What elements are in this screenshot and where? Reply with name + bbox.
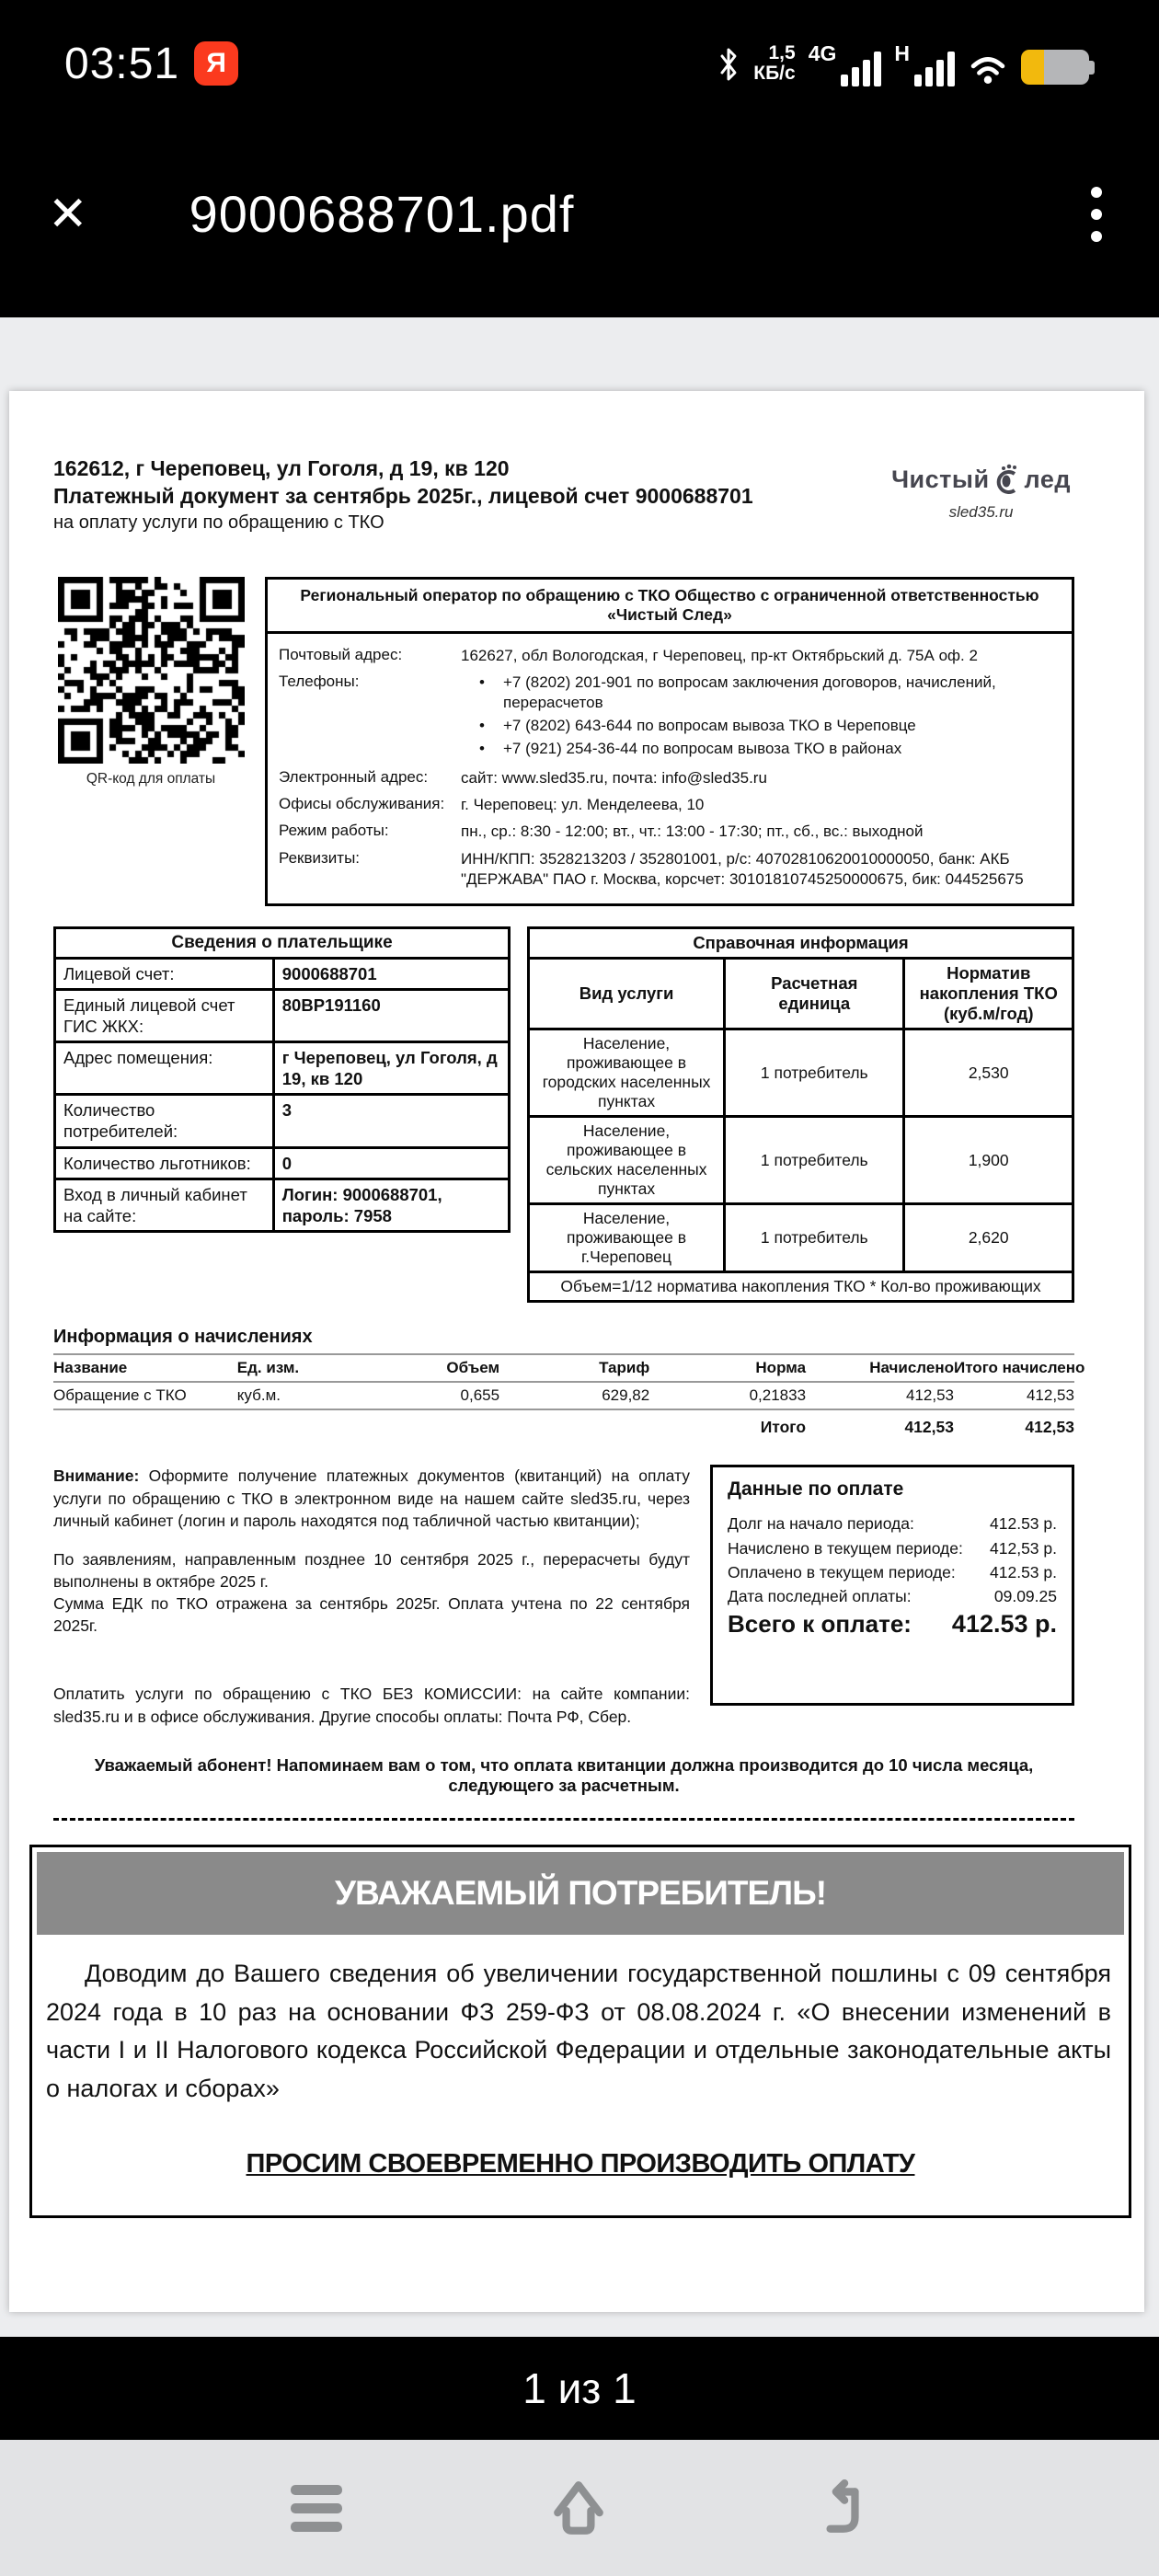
column-header: Ед. изм. [237, 1353, 370, 1383]
table-row [55, 1095, 510, 1147]
total-label: Всего к оплате: [728, 1610, 912, 1639]
wifi-icon [968, 52, 1008, 85]
row-value: 162627, обл Вологодская, г Череповец, пр-кт Октябрьский д. 75А оф. 2 [461, 646, 978, 664]
network-speed-unit: КБ/с [753, 63, 796, 85]
company-logo [891, 461, 1071, 522]
reminder-line: Уважаемый абонент! Напоминаем вам о том, что оплата квитанции должна производится до 10 числа месяца, следующего за расчетным. [94, 1754, 1034, 1795]
row-label: Реквизиты: [279, 848, 361, 867]
cell-value: 3 [273, 1095, 509, 1147]
network-speed-value: 1,5 [768, 42, 796, 64]
operator-row [279, 849, 1062, 890]
qr-block [53, 577, 248, 906]
payment-data-box [710, 1465, 1074, 1706]
row-label: Телефоны: [279, 672, 360, 690]
row-label: Почтовый адрес: [279, 645, 403, 663]
payer-address: 162612, г Череповец, ул Гоголя, д 19, кв 120 [53, 456, 510, 480]
operator-row [279, 795, 1062, 815]
dashed-separator [53, 1818, 1074, 1821]
attention-p4: Оплатить услуги по обращению с ТКО БЕЗ КОМИССИИ: на сайте компании: sled35.ru и в офисе обслуживания. Другие способы оплаты: Почта РФ, Сбер. [53, 1685, 690, 1726]
payment-row [728, 1512, 1057, 1535]
battery-icon [1021, 50, 1089, 86]
attention-p1: Оформите получение платежных документов (квитанций) на оплату услуги по обращению с ТКО в электронном виде на нашем сайте sled35.ru, через личный кабинет (логин и пароль находятся под табличной частью квитанции); [53, 1466, 690, 1530]
table-title: Справочная информация [529, 927, 1073, 958]
document-purpose: на оплату услуги по обращению с ТКО [53, 512, 384, 533]
document-description: Платежный документ за сентябрь 2025г., лицевой счет 9000688701 [53, 483, 753, 508]
table-footer: Объем=1/12 норматива накопления ТКО * Кол-во проживающих [529, 1272, 1073, 1302]
column-header: Начислено [806, 1353, 954, 1383]
cell: 1 потребитель [725, 1029, 904, 1117]
logo-site: sled35.ru [948, 503, 1014, 521]
attention-block [53, 1465, 690, 1727]
row-value: 412,53 р. [990, 1538, 1057, 1558]
row-value [461, 673, 1062, 762]
footprint-icon [991, 461, 1024, 498]
total-label: Итого [760, 1418, 807, 1437]
table-row [55, 989, 510, 1041]
page-indicator-bar [0, 2337, 1159, 2440]
payment-title: Данные по оплате [728, 1478, 904, 1501]
table-row [529, 1117, 1073, 1204]
notice-body: Доводим до Вашего сведения об увеличении государственной пошлины с 09 сентября 2024 года в 10 раз на основании ФЗ 259-ФЗ от 08.08.2024 г. «О внесении изменений в части I и II Налогового кодекса Российской Федерации и отдельные законодательные акты о налогах и сборах» [46, 1959, 1111, 2103]
network-type-label: H [894, 40, 910, 65]
operator-section [53, 577, 1074, 906]
phone-line: +7 (8202) 201-901 по вопросам заключения договоров, начислений, перерасчетов [503, 673, 996, 711]
table-row [55, 1042, 510, 1095]
bullet-icon: • [479, 717, 485, 735]
cell: 412,53 [954, 1383, 1074, 1410]
cell: 1 потребитель [725, 1117, 904, 1204]
consumer-notice-box [29, 1845, 1131, 2218]
table-header-row [529, 958, 1073, 1029]
column-header: Вид услуги [529, 958, 725, 1029]
payer-table [53, 926, 511, 1233]
info-section [53, 1465, 1074, 1727]
cell: 0,21833 [649, 1383, 806, 1410]
cell-value: 9000688701 [273, 958, 509, 989]
accruals-total-row [53, 1414, 1074, 1441]
total-value: 412,53 [1025, 1418, 1074, 1437]
title-bar [0, 110, 1159, 317]
cell-label: Адрес помещения: [55, 1042, 274, 1095]
network-speed [753, 43, 795, 84]
operator-row [279, 822, 1062, 842]
cell-value: 80ВР191160 [273, 989, 509, 1041]
table-row [55, 1179, 510, 1231]
cell: 1 потребитель [725, 1204, 904, 1272]
payment-row [728, 1584, 1057, 1608]
menu-dot-icon [1091, 187, 1102, 198]
attention-lead: Внимание: [53, 1466, 140, 1486]
logo-text-right: лед [1024, 465, 1071, 493]
android-navigation-bar [0, 2440, 1159, 2576]
table-row [55, 958, 510, 989]
document-title: 9000688701.pdf [189, 185, 575, 243]
bluetooth-icon [717, 44, 740, 85]
back-icon [813, 2479, 870, 2536]
signal-h [894, 41, 955, 86]
status-left [64, 39, 238, 89]
signal-bars-icon [841, 52, 881, 86]
overflow-menu-button[interactable] [1082, 178, 1111, 251]
reference-table [527, 926, 1074, 1304]
attention-p3: Сумма ЕДК по ТКО отражена за сентябрь 2025г. Оплата учтена по 22 сентября 2025г. [53, 1594, 690, 1636]
cell-label: Лицевой счет: [55, 958, 274, 989]
phone-line: +7 (921) 254-36-44 по вопросам вывоза ТКО в районах [503, 740, 902, 758]
row-value: ИНН/КПП: 3528213203 / 352801001, р/с: 40702810620010000050, банк: АКБ "ДЕРЖАВА" ПАО г. Москва, корсчет: 30101810745250000675, бик: 044525675 [461, 849, 1024, 888]
cell: Население, проживающее в городских населенных пунктах [529, 1029, 725, 1117]
bullet-icon: • [479, 740, 485, 758]
payment-row [728, 1560, 1057, 1584]
clock: 03:51 [64, 39, 180, 88]
recents-menu-button[interactable] [289, 2479, 344, 2536]
payment-total-row [728, 1610, 1057, 1639]
row-label: Электронный адрес: [279, 768, 429, 787]
row-label: Оплачено в текущем периоде: [728, 1562, 956, 1581]
header-text [53, 455, 753, 535]
cell-label: Количество потребителей: [55, 1095, 274, 1147]
table-row [55, 1147, 510, 1179]
row-value: пн., ср.: 8:30 - 12:00; вт., чт.: 13:00 - 17:30; пт., сб., вс.: выходной [461, 822, 924, 841]
operator-title: Региональный оператор по обращению с ТКО Общество с ограниченной ответственностью «Чистый След» [268, 580, 1072, 634]
qr-code [58, 577, 245, 764]
row-value: 09.09.25 [993, 1587, 1057, 1606]
total-accrued: 412,53 [904, 1418, 954, 1437]
row-value: сайт: www.sled35.ru, почта: info@sled35.ru [461, 769, 767, 788]
cell: Обращение с ТКО [53, 1383, 237, 1410]
row-label: Режим работы: [279, 822, 389, 840]
home-button[interactable] [548, 2478, 609, 2537]
menu-icon [289, 2479, 344, 2536]
accruals-title: Информация о начислениях [53, 1327, 313, 1348]
signal-4g [809, 41, 882, 86]
cell: 0,655 [370, 1383, 499, 1410]
row-value: г. Череповец: ул. Менделеева, 10 [461, 796, 705, 814]
notice-footer: ПРОСИМ СВОЕВРЕМЕННО ПРОИЗВОДИТЬ ОПЛАТУ [246, 2149, 915, 2179]
operator-row [279, 673, 1062, 762]
bullet-icon: • [479, 673, 485, 691]
tables-section [53, 926, 1074, 1304]
document-header [53, 455, 1074, 535]
status-right [717, 41, 1095, 86]
notice-banner: УВАЖАЕМЫЙ ПОТРЕБИТЕЛЬ! [37, 1852, 1124, 1935]
column-header: Название [53, 1353, 237, 1383]
cell-label: Единый лицевой счет ГИС ЖКХ: [55, 989, 274, 1041]
attention-p2: По заявлениям, направленным позднее 10 сентября 2025 г., перерасчеты будут выполнены в октябре 2025 г. [53, 1549, 690, 1592]
cell: 412,53 [806, 1383, 954, 1410]
row-label: Долг на начало периода: [728, 1514, 914, 1534]
row-value: 412.53 р. [990, 1514, 1057, 1534]
column-header: Тариф [499, 1353, 649, 1383]
cell-value: 0 [273, 1147, 509, 1179]
row-label: Начислено в текущем периоде: [728, 1538, 963, 1558]
page-indicator: 1 из 1 [522, 2364, 637, 2412]
cell: Население, проживающее в сельских населенных пунктах [529, 1117, 725, 1204]
column-header: Итого начислено [954, 1353, 1074, 1383]
cell-value: Логин: 9000688701, пароль: 7958 [273, 1179, 509, 1231]
column-header: Норма [649, 1353, 806, 1383]
cell: 2,530 [904, 1029, 1073, 1117]
yandex-notification-icon: Я [194, 41, 238, 86]
table-title: Сведения о плательщике [55, 927, 510, 958]
close-button[interactable]: ✕ [48, 187, 88, 241]
menu-dot-icon [1091, 231, 1102, 242]
table-footer-row [529, 1272, 1073, 1302]
column-header: Объем [370, 1353, 499, 1383]
status-bar [0, 0, 1159, 110]
total-value: 412.53 р. [951, 1610, 1057, 1639]
accruals-table [53, 1353, 1085, 1410]
column-header: Норматив накопления ТКО (куб.м/год) [904, 958, 1073, 1029]
cell: куб.м. [237, 1383, 370, 1410]
payment-row [728, 1536, 1057, 1560]
operator-row [279, 768, 1062, 788]
cell-label: Количество льготников: [55, 1147, 274, 1179]
back-button[interactable] [813, 2479, 870, 2536]
operator-row [279, 646, 1062, 666]
pdf-page[interactable] [9, 391, 1144, 2312]
table-row [529, 1029, 1073, 1117]
logo-text-left: Чистый [891, 465, 990, 493]
row-value: 412.53 р. [990, 1562, 1057, 1581]
cell: 629,82 [499, 1383, 649, 1410]
row-label: Дата последней оплаты: [728, 1587, 912, 1606]
operator-info-box [265, 577, 1074, 906]
cell-value: г Череповец, ул Гоголя, д 19, кв 120 [273, 1042, 509, 1095]
signal-bars-icon [914, 52, 955, 86]
cell: 2,620 [904, 1204, 1073, 1272]
table-row [529, 1204, 1073, 1272]
cell: Население, проживающее в г.Череповец [529, 1204, 725, 1272]
network-type-label: 4G [808, 40, 837, 65]
row-label: Офисы обслуживания: [279, 795, 445, 813]
qr-caption: QR-код для оплаты [86, 770, 216, 787]
phone-line: +7 (8202) 643-644 по вопросам вывоза ТКО в Череповце [503, 717, 916, 735]
column-header: Расчетная единица [725, 958, 904, 1029]
home-icon [548, 2478, 609, 2537]
cell: 1,900 [904, 1117, 1073, 1204]
cell-label: Вход в личный кабинет на сайте: [55, 1179, 274, 1231]
menu-dot-icon [1091, 209, 1102, 220]
